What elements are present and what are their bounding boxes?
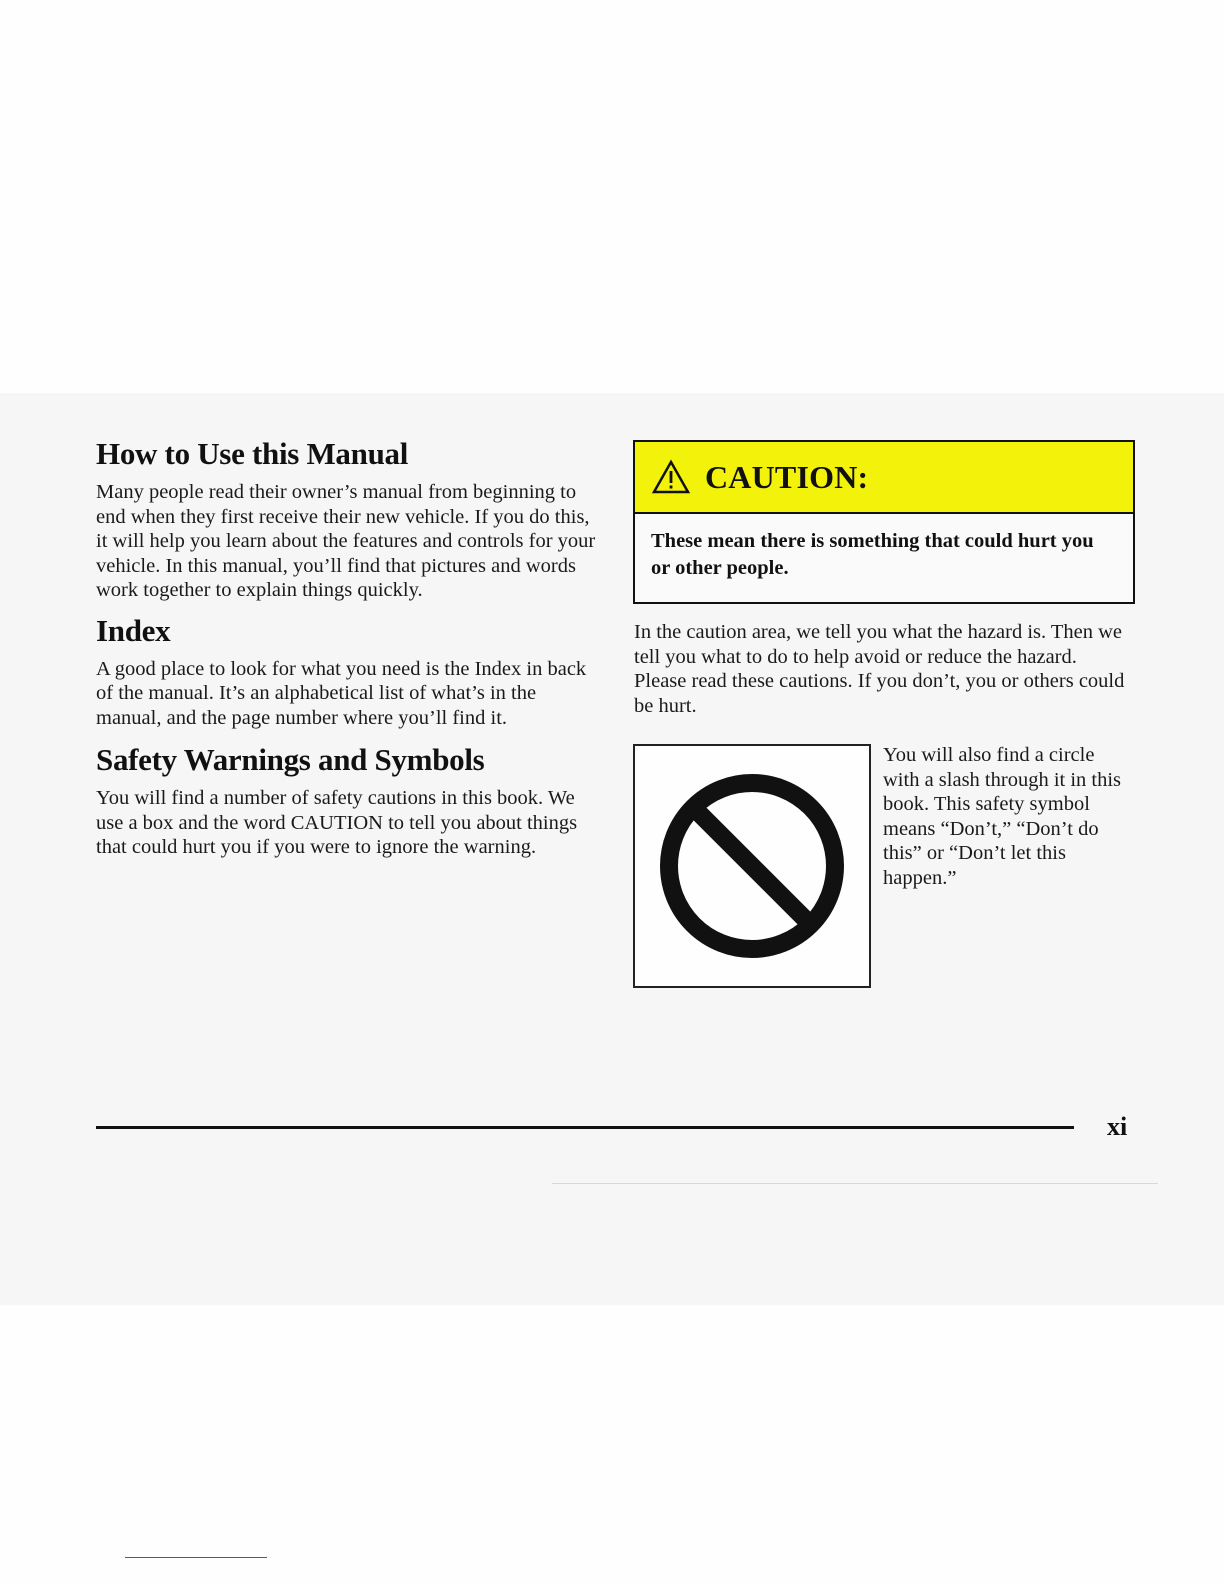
caution-title: CAUTION: bbox=[705, 458, 869, 495]
caution-header bbox=[635, 442, 1133, 514]
caution-explanation-block bbox=[634, 620, 1134, 718]
heading-safety-warnings: Safety Warnings and Symbols bbox=[96, 742, 485, 777]
footer-rule bbox=[96, 1126, 1074, 1129]
left-column bbox=[96, 430, 596, 860]
heading-how-to-use: How to Use this Manual bbox=[96, 436, 409, 471]
caution-body-text: These mean there is something that could hurt you or other people. bbox=[651, 530, 1094, 579]
scan-artifact-line bbox=[552, 1183, 1158, 1184]
symbol-box bbox=[633, 744, 871, 988]
caution-box bbox=[633, 440, 1135, 604]
paragraph-how-to-use: Many people read their owner’s manual from beginning to end when they first receive their new vehicle. If you do this, it will help you learn about the features and controls for your vehicle. In this manual, you’ll find that pictures and words work together to explain things quickly. bbox=[96, 481, 596, 601]
paragraph-symbol-description: You will also find a circle with a slash through it in this book. This safety symbol means “Don’t,” “Don’t do this” or “Don’t let this happen.” bbox=[883, 744, 1122, 889]
symbol-description-block bbox=[883, 743, 1128, 890]
prohibition-icon bbox=[652, 766, 852, 966]
paragraph-index: A good place to look for what you need is the Index in back of the manual. It’s an alphabetical list of what’s in the manual, and the page number where you’ll find it. bbox=[96, 657, 587, 729]
bottom-underline bbox=[125, 1557, 267, 1558]
paragraph-caution-explanation: In the caution area, we tell you what the hazard is. Then we tell you what to do to help avoid or reduce the hazard. Please read these cautions. If you don’t, you or others could be hurt. bbox=[634, 621, 1125, 717]
heading-index: Index bbox=[96, 612, 171, 648]
paragraph-safety-warnings: You will find a number of safety cautions in this book. We use a box and the word CAUTION to tell you about things that could hurt you if you were to ignore the warning. bbox=[96, 787, 578, 858]
warning-triangle-icon bbox=[651, 459, 691, 495]
page-number: xi bbox=[1107, 1112, 1128, 1141]
